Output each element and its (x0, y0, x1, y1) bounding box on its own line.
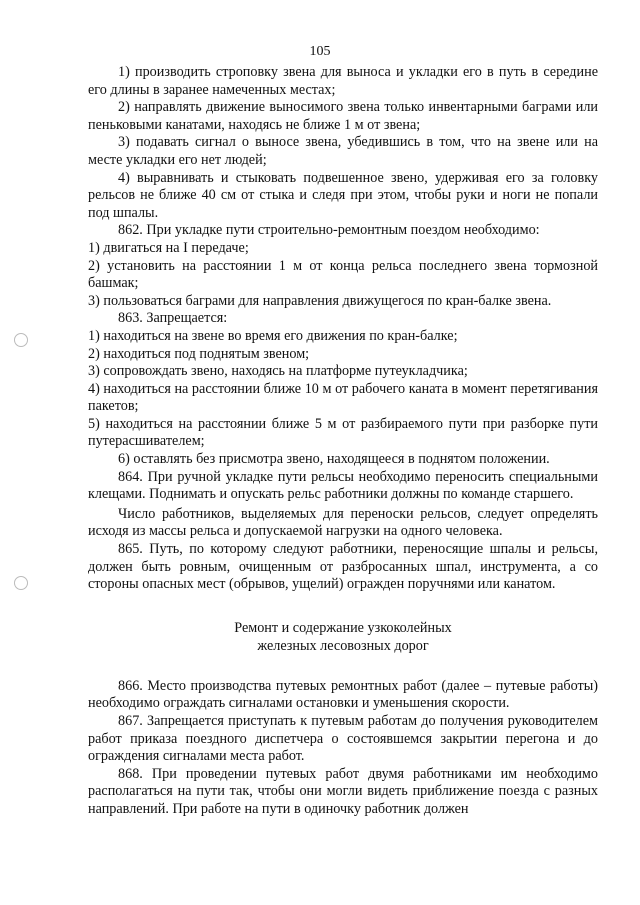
list-item: 6) оставлять без присмотра звено, находящееся в поднятом положении. (118, 451, 550, 468)
clause-865: 865. Путь, по которому следуют работники, переносящие шпалы и рельсы, должен быть ровным, очищенным от разбросанных шпал, инструмента, а со стороны опасных мест (обрывов, ущелий) огражден поручнями или канатом. (88, 541, 598, 593)
list-item: 3) сопровождать звено, находясь на платформе путеукладчика; (88, 363, 468, 380)
clause-864: 864. При ручной укладке пути рельсы необходимо переносить специальными клещами. Поднимать и опускать рельс работники должны по команде старшего. (88, 468, 598, 503)
document-body (88, 64, 598, 819)
clause-866: 866. Место производства путевых ремонтных работ (далее – путевые работы) необходимо ограждать сигналами остановки и уменьшения скорости. (88, 677, 598, 712)
page-number: 105 (309, 44, 331, 59)
paragraph: Число работников, выделяемых для переноски рельсов, следует определять исходя из массы рельса и допускаемой нагрузки на одного человека. (88, 505, 598, 540)
list-item: 4) выравнивать и стыковать подвешенное звено, удерживая его за головку рельсов не ближе 40 см от стыка и следя при этом, чтобы руки и ноги не попали под шпалы. (88, 169, 598, 221)
clause-863: 863. Запрещается: (118, 310, 228, 327)
list-item: 3) подавать сигнал о выносе звена, убедившись в том, что на звене или на месте укладки его нет людей; (88, 134, 598, 168)
punch-hole-lower (14, 576, 28, 590)
list-item: 1) двигаться на I передаче; (88, 239, 249, 256)
list-item: 2) находиться под поднятым звеном; (88, 345, 310, 362)
clause-862: 862. При укладке пути строительно-ремонтным поездом необходимо: (118, 222, 540, 239)
clause-868: 868. При проведении путевых работ двумя работниками им необходимо располагаться на пути так, чтобы они могли видеть приближение поезда с разных направлений. При работе на пути в одиночку работник должен (88, 765, 598, 817)
section-heading-line-1: Ремонт и содержание узкоколейных (234, 619, 452, 636)
list-item: 1) находиться на звене во время его движения по кран-балке; (88, 327, 458, 344)
list-item: 1) производить строповку звена для выноса и укладки его в путь в середине его длины в заранее намеченных местах; (88, 64, 598, 98)
list-item: 2) направлять движение выносимого звена только инвентарными баграми или пеньковыми канатами, находясь не ближе 1 м от звена; (88, 99, 598, 133)
punch-hole-upper (14, 333, 28, 347)
clause-867: 867. Запрещается приступать к путевым работам до получения руководителем работ приказа поездного диспетчера о состоявшемся закрытии перегона и до ограждения сигналами места работ. (88, 713, 598, 765)
list-item: 3) пользоваться баграми для направления движущегося по кран-балке звена. (88, 292, 552, 309)
list-item: 4) находиться на расстоянии ближе 10 м от рабочего каната в момент перетягивания пакетов; (88, 380, 598, 415)
list-item: 5) находиться на расстоянии ближе 5 м от разбираемого пути при разборке пути путерасшивателем; (88, 415, 598, 450)
section-heading (88, 619, 598, 655)
list-item: 2) установить на расстоянии 1 м от конца рельса последнего звена тормозной башмак; (88, 257, 598, 292)
section-heading-line-2: железных лесовозных дорог (257, 637, 429, 654)
